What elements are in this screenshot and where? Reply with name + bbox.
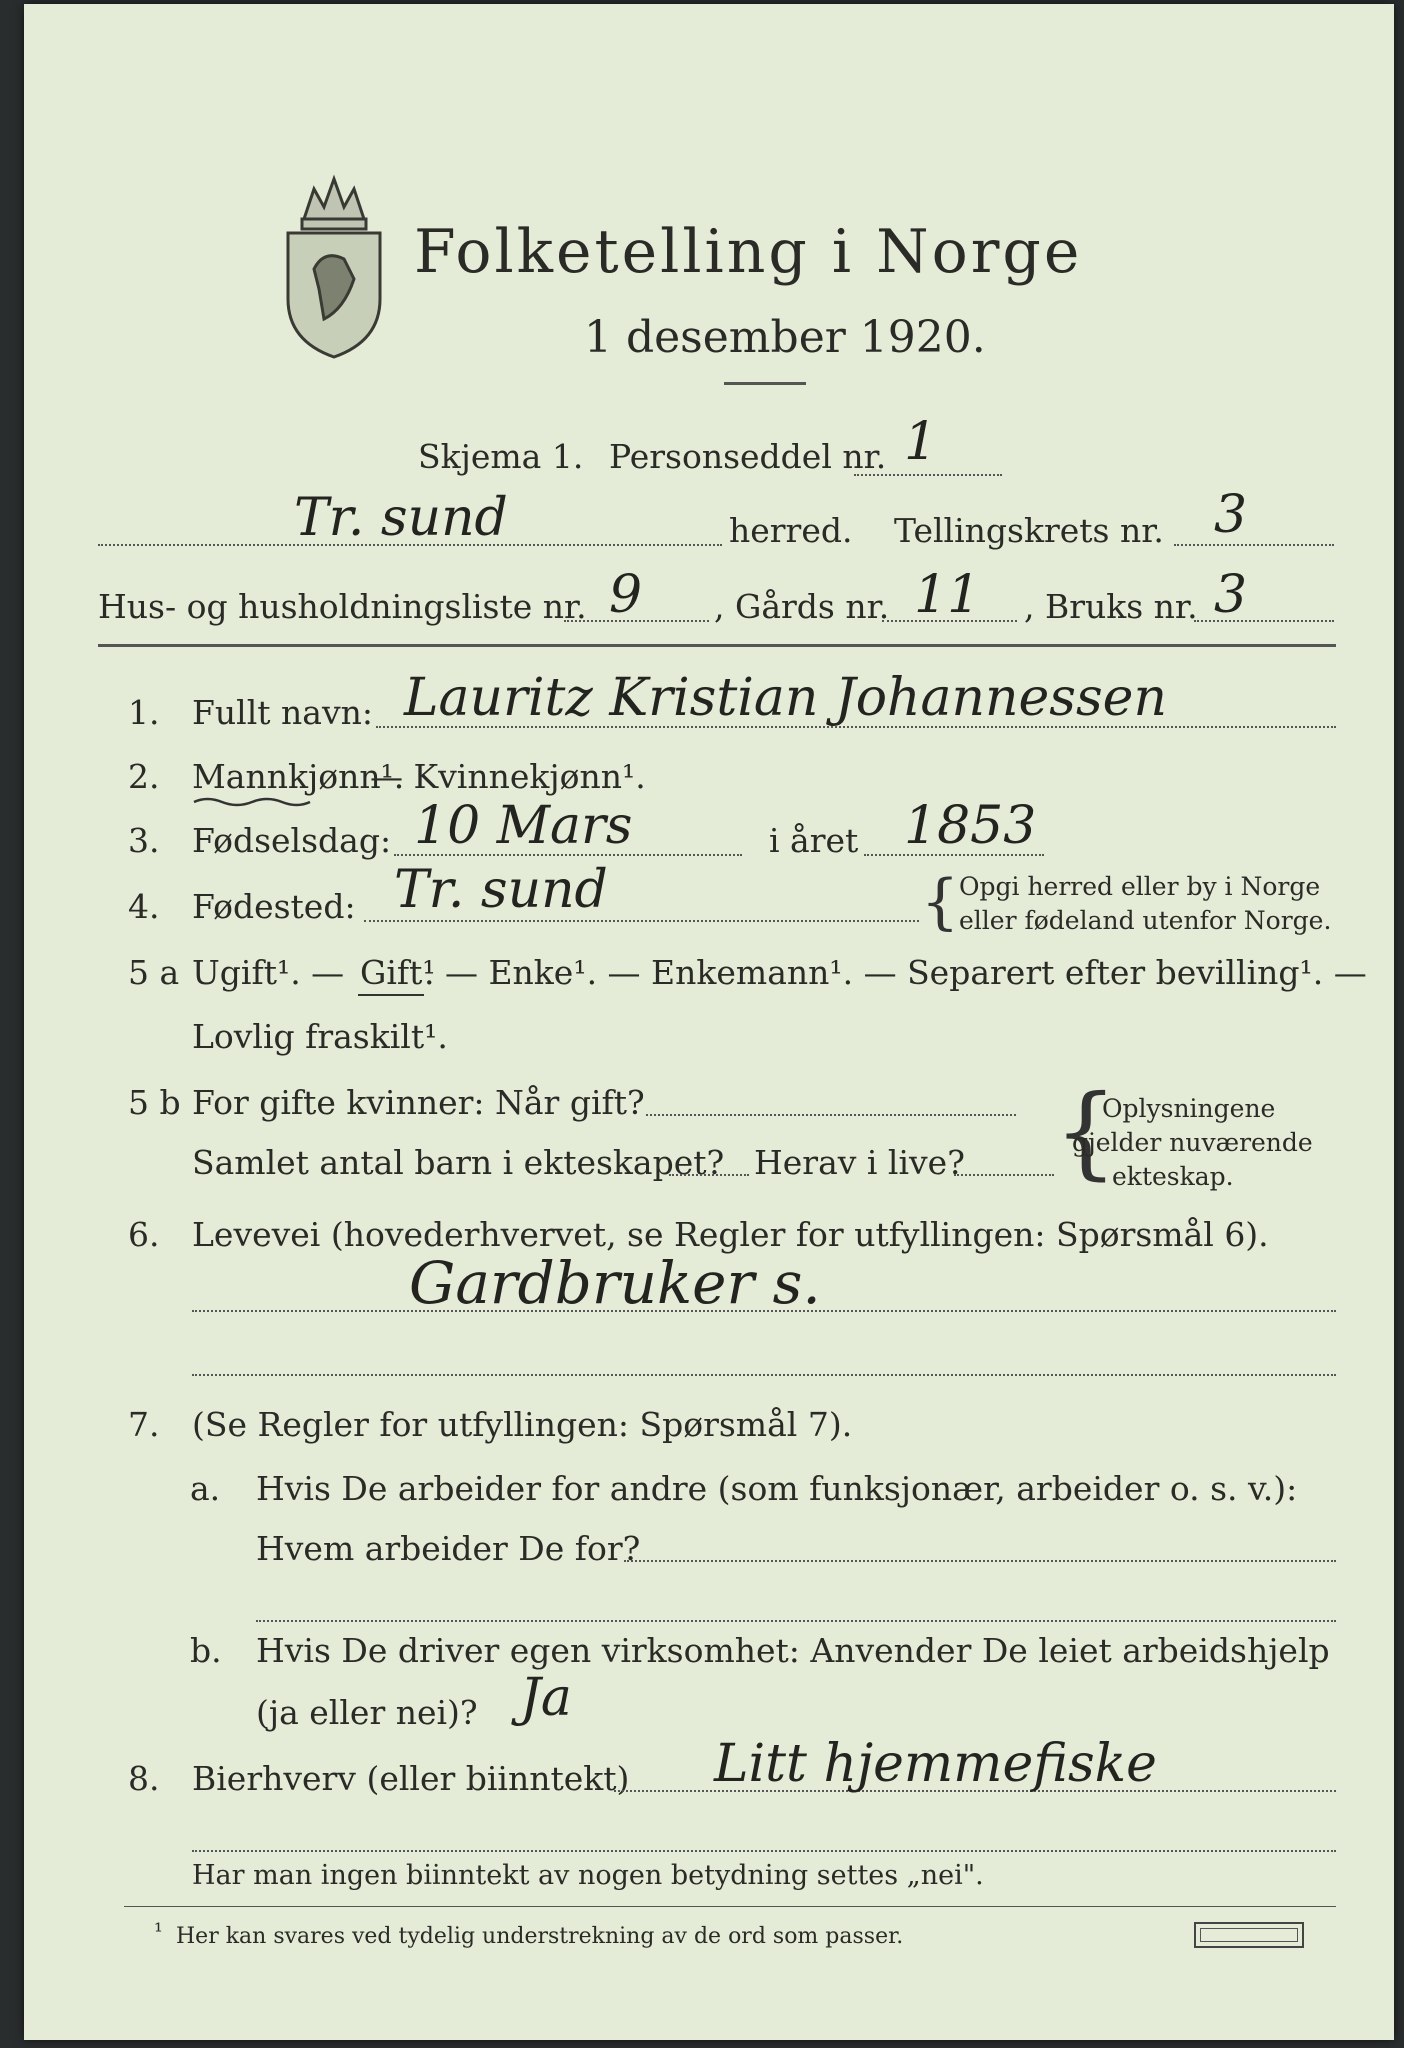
q8-number: 8.: [128, 1759, 160, 1798]
q5b-children-field-line: [669, 1174, 749, 1176]
q7a-field-line-2: [256, 1620, 1336, 1622]
q5a-gift: Gift¹: [360, 953, 436, 992]
q6-value: Gardbruker s.: [409, 1249, 821, 1317]
q6-number: 6.: [128, 1215, 160, 1254]
q8-value: Litt hjemmefiske: [714, 1734, 1157, 1794]
q7b-letter: b.: [190, 1631, 222, 1670]
q2-female: — Kvinnekjønn¹.: [370, 757, 646, 796]
q6-label: Levevei (hovederhvervet, se Regler for utfyllingen: Spørsmål 6).: [192, 1215, 1269, 1254]
q5b-note-brace: {: [1054, 1073, 1118, 1190]
title-divider: [724, 382, 806, 385]
husliste-label: Hus- og husholdningsliste nr.: [98, 587, 587, 626]
q4-number: 4.: [128, 887, 160, 926]
q5b-note-line3: ekteskap.: [1112, 1162, 1234, 1191]
q5b-number: 5 b: [128, 1083, 181, 1122]
q7-number: 7.: [128, 1405, 160, 1444]
q5b-when-field-line: [646, 1114, 1016, 1116]
q5a-number: 5 a: [128, 953, 180, 992]
header-separator: [98, 644, 1336, 647]
q2-male: Mannkjønn¹.: [192, 757, 405, 796]
personseddel-field-line: [854, 474, 1002, 476]
tellingskrets-field-line: [1174, 544, 1334, 546]
q7a-field-line-1: [624, 1560, 1336, 1562]
herred-value: Tr. sund: [294, 488, 508, 548]
q2-number: 2.: [128, 757, 160, 796]
q3-number: 3.: [128, 821, 160, 860]
herred-label: herred.: [729, 511, 853, 550]
footnote-separator: [124, 1906, 1336, 1907]
q5a-gift-underline: [358, 994, 424, 996]
tellingskrets-value: 3: [1214, 485, 1248, 545]
q1-value: Lauritz Kristian Johannessen: [404, 668, 1167, 728]
q3-value: 10 Mars: [414, 796, 633, 856]
form-title: Folketelling i Norge: [414, 217, 1083, 287]
tellingskrets-label: Tellingskrets nr.: [894, 511, 1164, 550]
q4-value: Tr. sund: [394, 860, 608, 920]
q2-male-underline-mark: [192, 794, 312, 808]
footnote-mark: ¹: [154, 1920, 163, 1945]
footnote-text: Her kan svares ved tydelig understrekning av de ord som passer.: [176, 1924, 904, 1949]
q6-field-line-2: [192, 1374, 1336, 1376]
q3-label: Fødselsdag:: [192, 821, 392, 860]
bruks-value: 3: [1214, 565, 1248, 625]
census-form-sheet: [24, 4, 1394, 2040]
personseddel-label: Personseddel nr.: [609, 437, 887, 476]
q4-note-line1: Opgi herred eller by i Norge: [959, 872, 1321, 901]
q7a-line2: Hvem arbeider De for?: [256, 1529, 641, 1568]
bruks-label: , Bruks nr.: [1024, 587, 1198, 626]
q7-label: (Se Regler for utfyllingen: Spørsmål 7).: [192, 1405, 853, 1444]
q7a-line1: Hvis De arbeider for andre (som funksjonær, arbeider o. s. v.):: [256, 1469, 1298, 1508]
q5b-note-line2: gjelder nuværende: [1072, 1128, 1313, 1157]
q6-field-line-1: [192, 1310, 1336, 1312]
skjema-label: Skjema 1.: [418, 437, 584, 476]
q7b-line2: (ja eller nei)?: [256, 1693, 478, 1732]
husliste-value: 9: [609, 565, 643, 625]
q5a-ugift: Ugift¹. —: [192, 953, 345, 992]
q4-field-line: [364, 920, 919, 922]
q5b-line2: Samlet antal barn i ekteskapet?: [192, 1143, 725, 1182]
q4-label: Fødested:: [192, 887, 356, 926]
q5b-live-label: Herav i live?: [754, 1143, 965, 1182]
printer-stamp: [1194, 1922, 1304, 1948]
personseddel-value: 1: [904, 412, 938, 472]
q3-year-value: 1853: [904, 796, 1037, 856]
q5b-live-field-line: [954, 1174, 1054, 1176]
form-date: 1 desember 1920.: [584, 312, 986, 363]
q4-note-line2: eller fødeland utenfor Norge.: [959, 906, 1332, 935]
gards-label: , Gårds nr.: [714, 587, 890, 626]
q5b-line1: For gifte kvinner: Når gift?: [192, 1083, 645, 1122]
q3-year-label: i året: [769, 821, 859, 860]
q1-number: 1.: [128, 693, 160, 732]
no-income-note: Har man ingen biinntekt av nogen betydning settes „nei".: [192, 1860, 984, 1891]
q7a-letter: a.: [190, 1469, 221, 1508]
gards-value: 11: [914, 565, 981, 625]
coat-of-arms-icon: [274, 159, 394, 359]
q8-field-line-2: [192, 1850, 1336, 1852]
q7b-value: Ja: [520, 1668, 572, 1728]
q1-label: Fullt navn:: [192, 693, 373, 732]
q4-note-brace: {: [921, 867, 960, 937]
q8-label: Bierhverv (eller biinntekt): [192, 1759, 630, 1798]
q5b-note-line1: Oplysningene: [1102, 1094, 1276, 1123]
q5a-rest: . — Enke¹. — Enkemann¹. — Separert efter bevilling¹. —: [424, 953, 1367, 992]
q7b-line1: Hvis De driver egen virksomhet: Anvender De leiet arbeidshjelp: [256, 1631, 1330, 1670]
q5a-line2: Lovlig fraskilt¹.: [192, 1017, 448, 1056]
